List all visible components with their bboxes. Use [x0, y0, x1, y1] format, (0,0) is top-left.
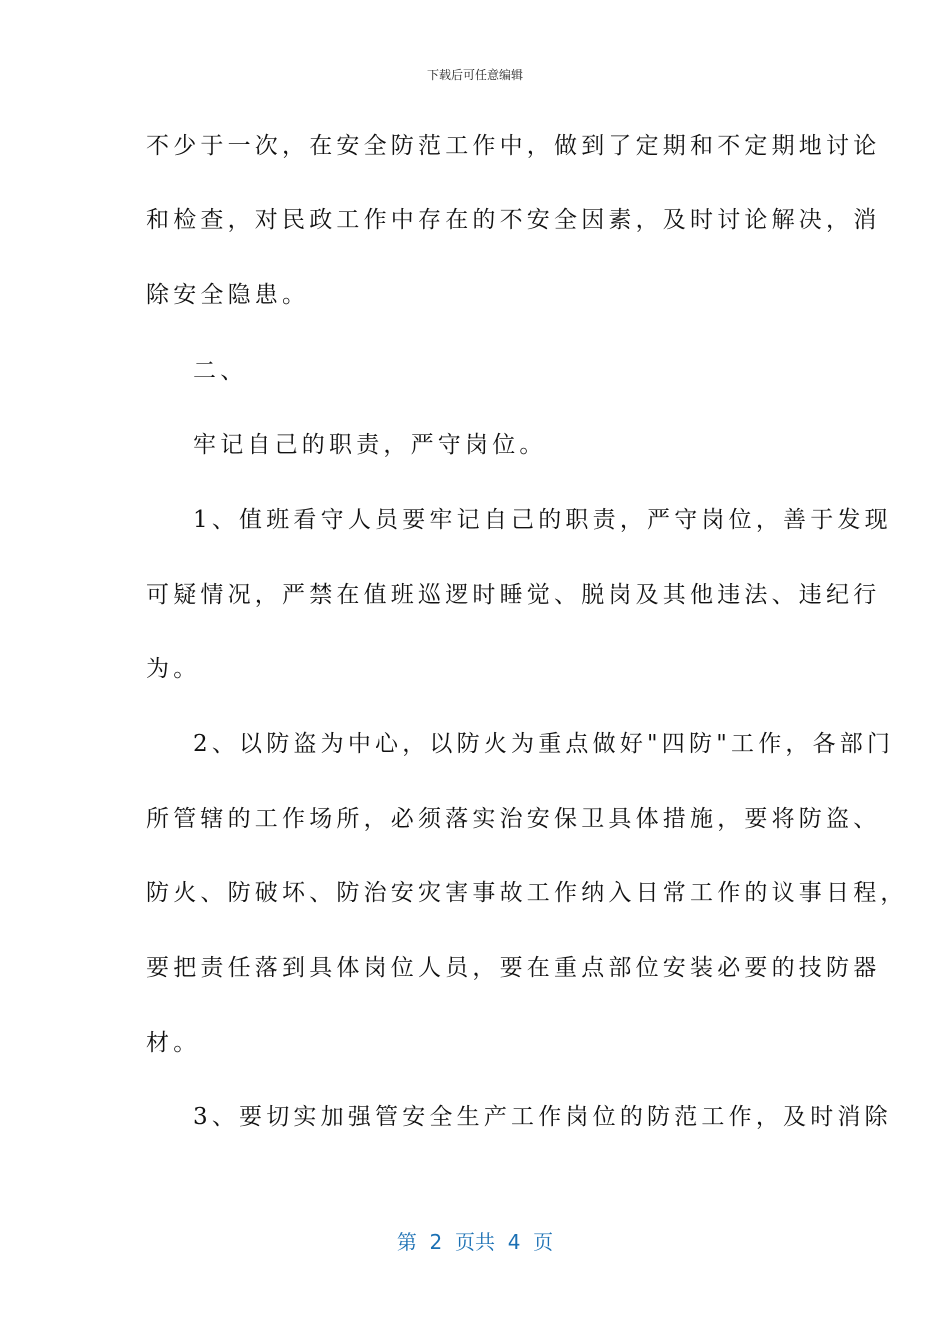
body-line: 材。: [146, 1030, 201, 1056]
body-line: 不少于一次，在安全防范工作中，做到了定期和不定期地讨论: [146, 133, 881, 159]
body-line: 为。: [146, 656, 201, 682]
body-line: 防火、防破坏、防治安灾害事故工作纳入日常工作的议事日程，: [146, 880, 908, 906]
section-title: 牢记自己的职责，严守岗位。: [193, 432, 547, 458]
body-line: 要把责任落到具体岗位人员，要在重点部位安装必要的技防器: [146, 955, 881, 981]
body-line: 3、要切实加强管安全生产工作岗位的防范工作，及时消除: [193, 1104, 892, 1130]
body-line: 可疑情况，严禁在值班巡逻时睡觉、脱岗及其他违法、违纪行: [146, 582, 881, 608]
body-line: 2、以防盗为中心，以防火为重点做好"四防"工作，各部门: [193, 731, 895, 757]
body-line: 所管辖的工作场所，必须落实治安保卫具体措施，要将防盗、: [146, 806, 881, 832]
section-heading: 二、: [193, 358, 248, 384]
page-header: 下载后可任意编辑: [426, 68, 523, 82]
body-line: 和检查，对民政工作中存在的不安全因素，及时讨论解决，消: [146, 207, 881, 233]
body-line: 1、值班看守人员要牢记自己的职责，严守岗位，善于发现: [193, 507, 892, 533]
body-line: 除安全隐患。: [146, 282, 310, 308]
page-number-footer: 第 2 页共 4 页: [396, 1230, 554, 1254]
